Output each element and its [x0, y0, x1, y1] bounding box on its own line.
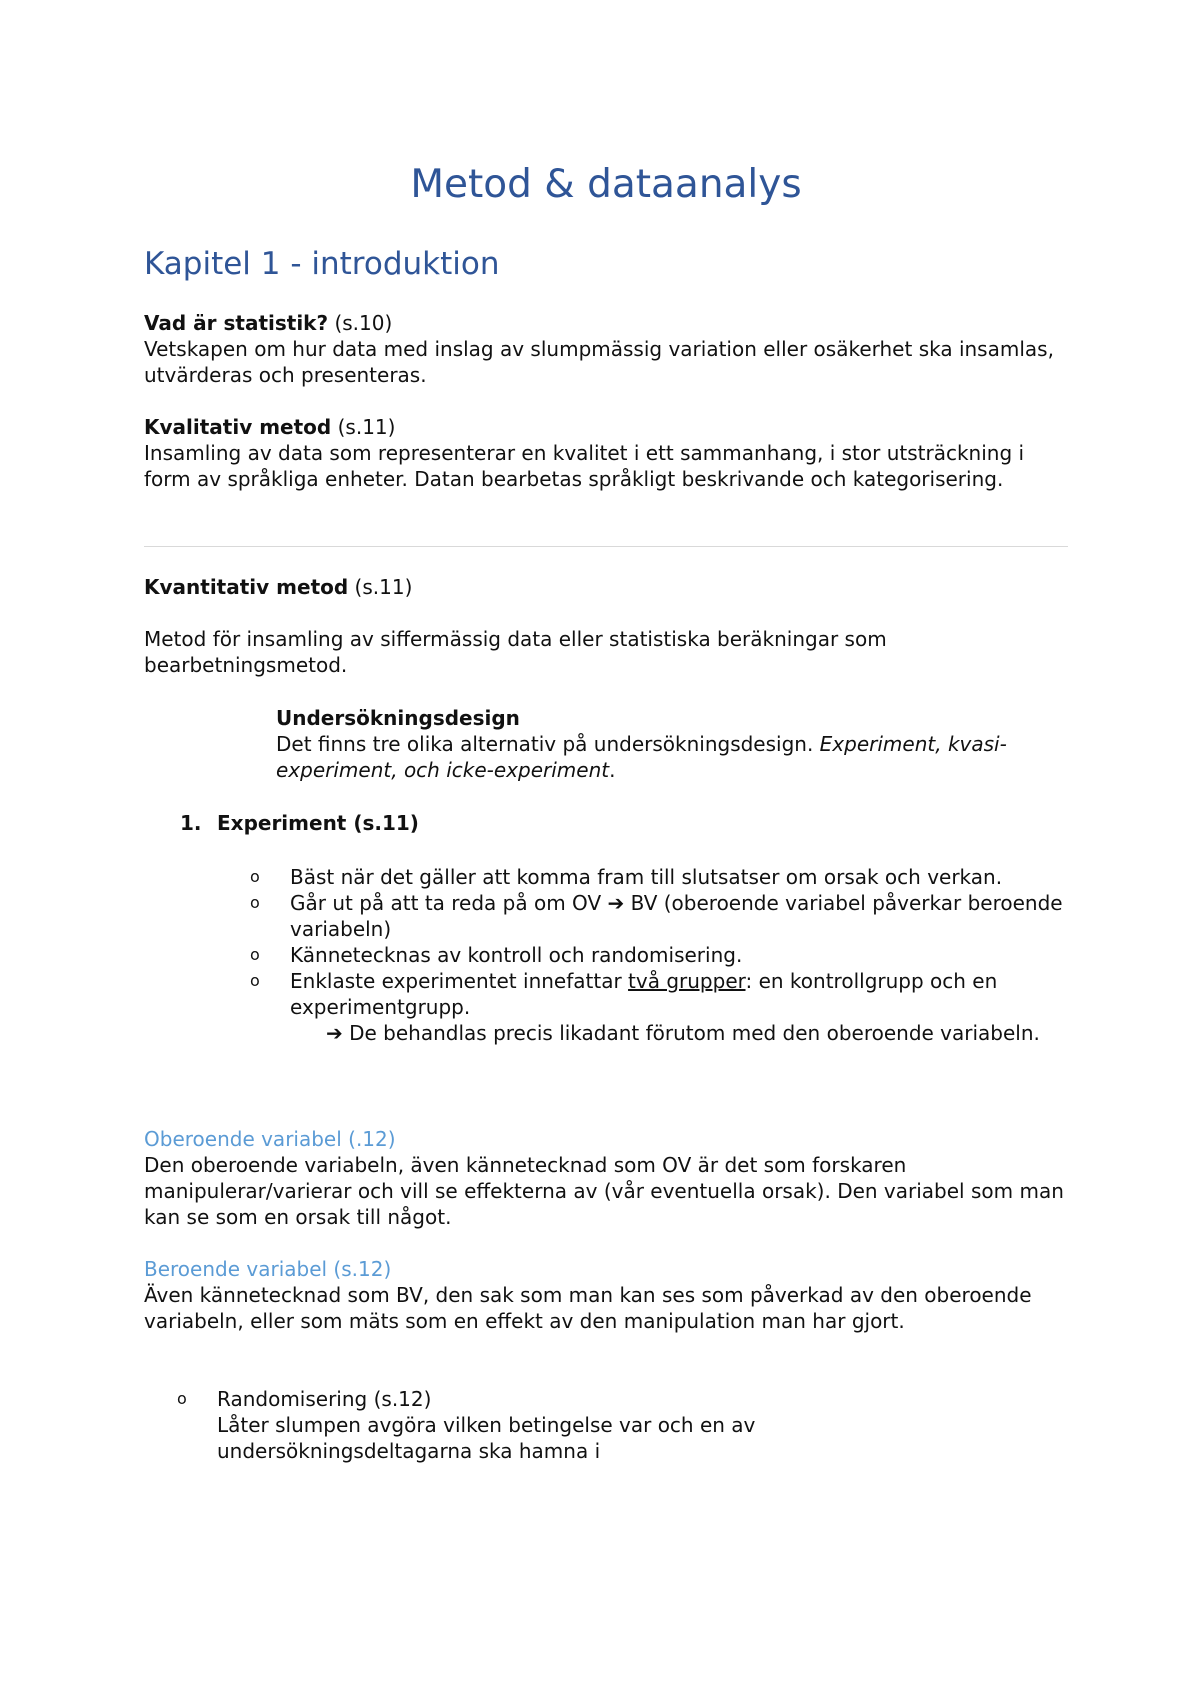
- section-beroende: [144, 1256, 1068, 1334]
- list-item: [250, 890, 1070, 942]
- design-end: .: [609, 758, 616, 782]
- beroende-text: Även kännetecknad som BV, den sak som man kan ses som påverkad av den oberoende variabeln, eller som mäts som en effekt av den manipulation man har gjort.: [144, 1283, 1032, 1333]
- section-randomisering: [177, 1386, 977, 1464]
- beroende-heading: Beroende variabel (s.12): [144, 1257, 392, 1281]
- oberoende-heading: Oberoende variabel (.12): [144, 1127, 396, 1151]
- experiment-item-4-after: : en kontrollgrupp och en experimentgrupp.: [290, 969, 998, 1019]
- experiment-item-4: Enklaste experimentet innefattar: [290, 969, 629, 993]
- design-text: Det finns tre olika alternativ på undersökningsdesign.: [276, 732, 820, 756]
- list-item: [250, 942, 1070, 968]
- bullet-glyph: o: [177, 1389, 187, 1408]
- randomisering-text: Låter slumpen avgöra vilken betingelse var och en av undersökningsdeltagarna ska hamna i: [217, 1413, 756, 1463]
- experiment-heading: Experiment (s.11): [217, 811, 419, 835]
- experiment-number: 1.: [180, 811, 202, 835]
- document-title: Metod & dataanalys: [410, 162, 802, 207]
- kvantitativ-text: Metod för insamling av siffermässig data eller statistiska beräkningar som bearbetningsmetod.: [144, 627, 887, 677]
- statistik-text: Vetskapen om hur data med inslag av slumpmässig variation eller osäkerhet ska insamlas, utvärderas och presenteras.: [144, 337, 1054, 387]
- experiment-item-3: Kännetecknas av kontroll och randomisering.: [290, 943, 743, 967]
- oberoende-text: Den oberoende variabeln, även kännetecknad som OV är det som forskaren manipulerar/varierar och vill se effekterna av (vår eventuella orsak). Den variabel som man kan se som en orsak till något.: [144, 1153, 1064, 1229]
- statistik-heading: Vad är statistik?: [144, 311, 329, 335]
- kvantitativ-ref: (s.11): [348, 575, 413, 599]
- kvantitativ-heading: Kvantitativ metod: [144, 575, 349, 599]
- experiment-sub-note: [290, 1020, 1070, 1046]
- arrow-right-icon: ➔: [326, 1021, 343, 1045]
- design-heading: Undersökningsdesign: [276, 706, 520, 730]
- section-kvalitativ: [144, 414, 1068, 492]
- randomisering-heading: Randomisering (s.12): [217, 1387, 432, 1411]
- list-item: [250, 864, 1070, 890]
- arrow-right-icon: ➔: [607, 891, 625, 915]
- kvalitativ-text: Insamling av data som representerar en kvalitet i ett sammanhang, i stor utsträckning i form av språkliga enheter. Datan bearbetas språkligt beskrivande och kategorisering.: [144, 441, 1025, 491]
- chapter-heading: Kapitel 1 - introduktion: [144, 246, 500, 282]
- kvalitativ-ref: (s.11): [331, 415, 396, 439]
- list-item: [250, 968, 1070, 1020]
- section-oberoende: [144, 1126, 1068, 1230]
- section-statistik: [144, 310, 1068, 388]
- bullet-glyph: o: [250, 945, 260, 964]
- section-kvantitativ: [144, 574, 1068, 600]
- experiment-list: [250, 864, 1070, 1046]
- section-design: [276, 705, 1056, 783]
- experiment-item-4-underline: två grupper: [628, 969, 746, 993]
- experiment-item-1: Bäst när det gäller att komma fram till slutsatser om orsak och verkan.: [290, 865, 1003, 889]
- kvalitativ-heading: Kvalitativ metod: [144, 415, 332, 439]
- kvantitativ-text-block: [144, 626, 1068, 678]
- statistik-ref: (s.10): [328, 311, 393, 335]
- experiment-sub-text: De behandlas precis likadant förutom med den oberoende variabeln.: [342, 1021, 1040, 1045]
- experiment-item-2-after: BV (oberoende variabel påverkar beroende variabeln): [290, 891, 1063, 941]
- section-divider: [144, 546, 1068, 547]
- bullet-glyph: o: [250, 893, 260, 912]
- experiment-item-2: Går ut på att ta reda på om OV: [290, 891, 602, 915]
- design-italic: Experiment, kvasi- experiment, och icke-experiment: [276, 732, 1007, 782]
- bullet-glyph: o: [250, 971, 260, 990]
- bullet-glyph: o: [250, 867, 260, 886]
